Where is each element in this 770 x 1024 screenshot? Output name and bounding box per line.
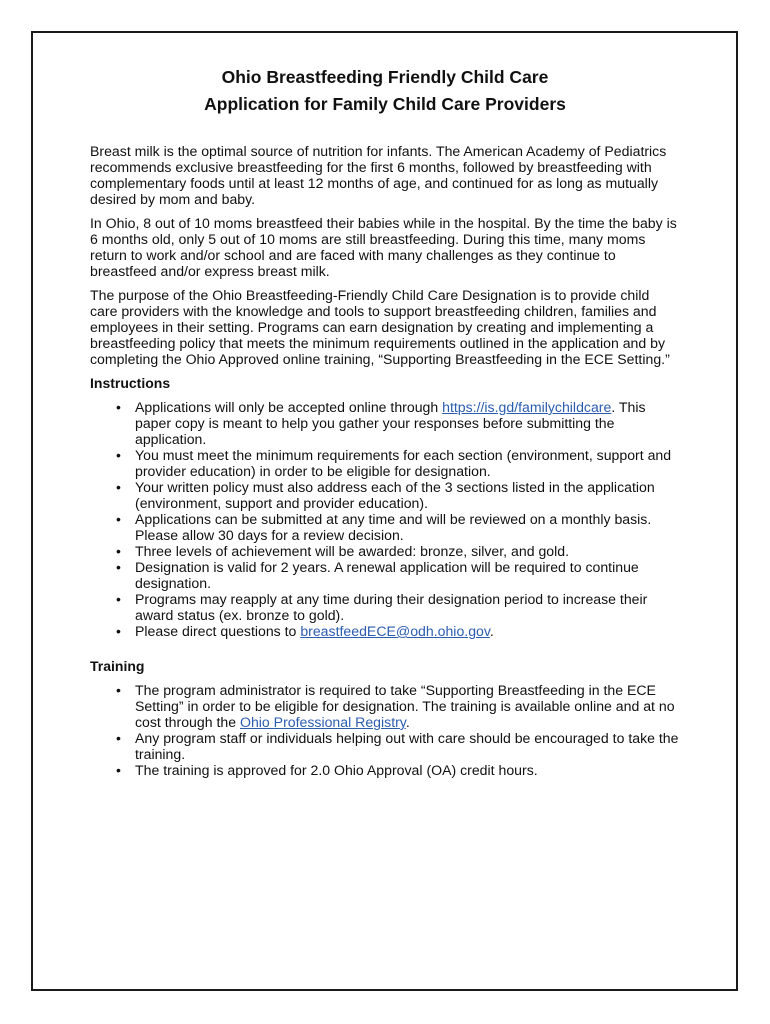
title-line-2: Application for Family Child Care Providers [204, 94, 566, 114]
instructions-list [90, 399, 680, 639]
list-item: • The training is approved for 2.0 Ohio Approval (OA) credit hours. [135, 762, 680, 778]
list-item: • Your written policy must also address each of the 3 sections listed in the application (environment, support and provider education). [135, 479, 680, 511]
list-item: • The program administrator is required to take “Supporting Breastfeeding in the ECE Setting” in order to be eligible for designation. The training is available online and at no cost through the Ohio Professional Registry. [135, 682, 680, 730]
list-item: • Please direct questions to breastfeedECE@odh.ohio.gov. [135, 623, 680, 639]
list-item: • Applications can be submitted at any time and will be reviewed on a monthly basis. Please allow 30 days for a review decision. [135, 511, 680, 543]
familychildcare-link[interactable]: https://is.gd/familychildcare [442, 399, 612, 415]
email-link[interactable]: breastfeedECE@odh.ohio.gov [300, 623, 490, 639]
document-body [90, 64, 680, 778]
section-spacer [90, 639, 680, 658]
document-title [90, 64, 680, 118]
list-item: • You must meet the minimum requirements for each section (environment, support and provider education) in order to be eligible for designation. [135, 447, 680, 479]
training-heading: Training [90, 658, 145, 674]
list-item: • Three levels of achievement will be awarded: bronze, silver, and gold. [135, 543, 680, 559]
instructions-heading: Instructions [90, 375, 171, 391]
list-item: • Programs may reapply at any time during their designation period to increase their award status (ex. bronze to gold). [135, 591, 680, 623]
intro-paragraph-ohio-stats: In Ohio, 8 out of 10 moms breastfeed their babies while in the hospital. By the time the baby is 6 months old, only 5 out of 10 moms are still breastfeeding. During this time, many moms return to work and/or school and are faced with many challenges as they continue to breastfeed and/or express breast milk. [90, 215, 677, 279]
intro-paragraph-nutrition: Breast milk is the optimal source of nutrition for infants. The American Academy of Pediatrics recommends exclusive breastfeeding for the first 6 months, followed by breastfeeding with complementary foods until at least 12 months of age, and continued for as long as mutually desired by mom and baby. [90, 143, 667, 207]
title-line-1: Ohio Breastfeeding Friendly Child Care [221, 67, 549, 87]
training-list [90, 682, 680, 778]
intro-paragraph-purpose: The purpose of the Ohio Breastfeeding-Friendly Child Care Designation is to provide child care providers with the knowledge and tools to support breastfeeding children, families and employees in their setting. Programs can earn designation by creating and implementing a breastfeeding policy that meets the minimum requirements outlined in the application and by completing the Ohio Approved online training, “Supporting Breastfeeding in the ECE Setting.” [90, 287, 670, 367]
list-item: • Designation is valid for 2 years. A renewal application will be required to continue designation. [135, 559, 680, 591]
professional-registry-link[interactable]: Ohio Professional Registry [240, 714, 406, 730]
list-item: • Any program staff or individuals helping out with care should be encouraged to take the training. [135, 730, 680, 762]
list-item: • Applications will only be accepted online through https://is.gd/familychildcare. This paper copy is meant to help you gather your responses before submitting the application. [135, 399, 680, 447]
